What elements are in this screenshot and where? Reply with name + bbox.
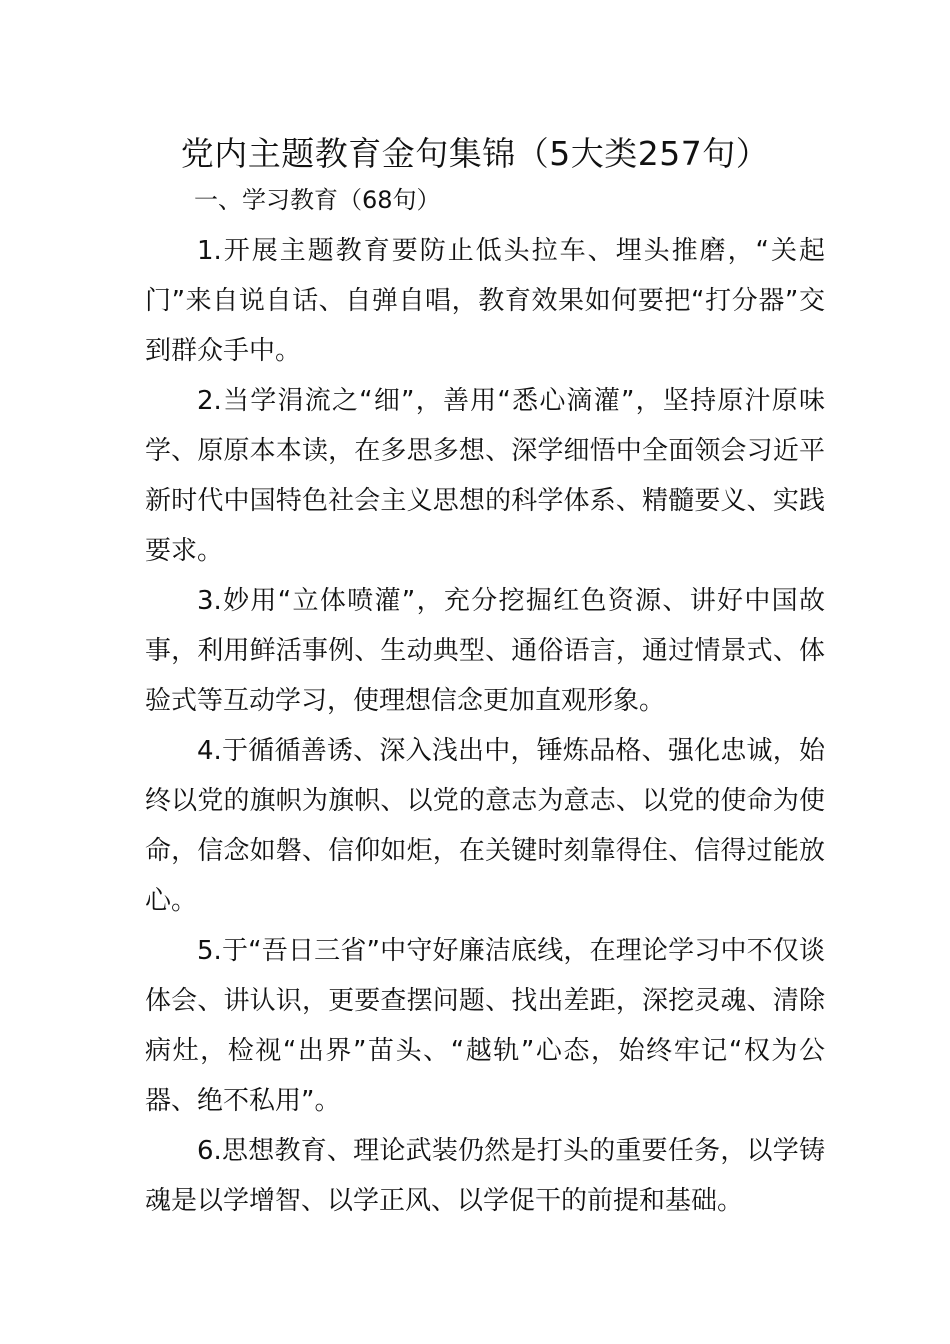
document-body <box>145 226 825 1226</box>
paragraph-item-4: 4.于循循善诱、深入浅出中，锤炼品格、强化忠诚，始终以党的旗帜为旗帜、以党的意志为意志、以党的使命为使命，信念如磐、信仰如炬，在关键时刻靠得住、信得过能放心。 <box>145 736 825 916</box>
paragraph-item-1: 1.开展主题教育要防止低头拉车、埋头推磨，“关起门”来自说自话、自弹自唱，教育效果如何要把“打分器”交到群众手中。 <box>145 236 825 366</box>
paragraph-item-6: 6.思想教育、理论武装仍然是打头的重要任务，以学铸魂是以学增智、以学正风、以学促干的前提和基础。 <box>145 1136 825 1216</box>
document-title: 党内主题教育金句集锦（5大类257句） <box>180 134 770 173</box>
paragraph-item-3: 3.妙用“立体喷灌”，充分挖掘红色资源、讲好中国故事，利用鲜活事例、生动典型、通俗语言，通过情景式、体验式等互动学习，使理想信念更加直观形象。 <box>145 586 825 716</box>
paragraph-item-2: 2.当学涓流之“细”，善用“悉心滴灌”，坚持原汁原味学、原原本本读，在多思多想、深学细悟中全面领会习近平新时代中国特色社会主义思想的科学体系、精髓要义、实践要求。 <box>145 386 825 566</box>
paragraph-item-5: 5.于“吾日三省”中守好廉洁底线，在理论学习中不仅谈体会、讲认识，更要查摆问题、找出差距，深挖灵魂、清除病灶，检视“出界”苗头、“越轨”心态，始终牢记“权为公器、绝不私用”。 <box>145 936 825 1116</box>
section-heading: 一、学习教育（68句） <box>194 186 441 214</box>
